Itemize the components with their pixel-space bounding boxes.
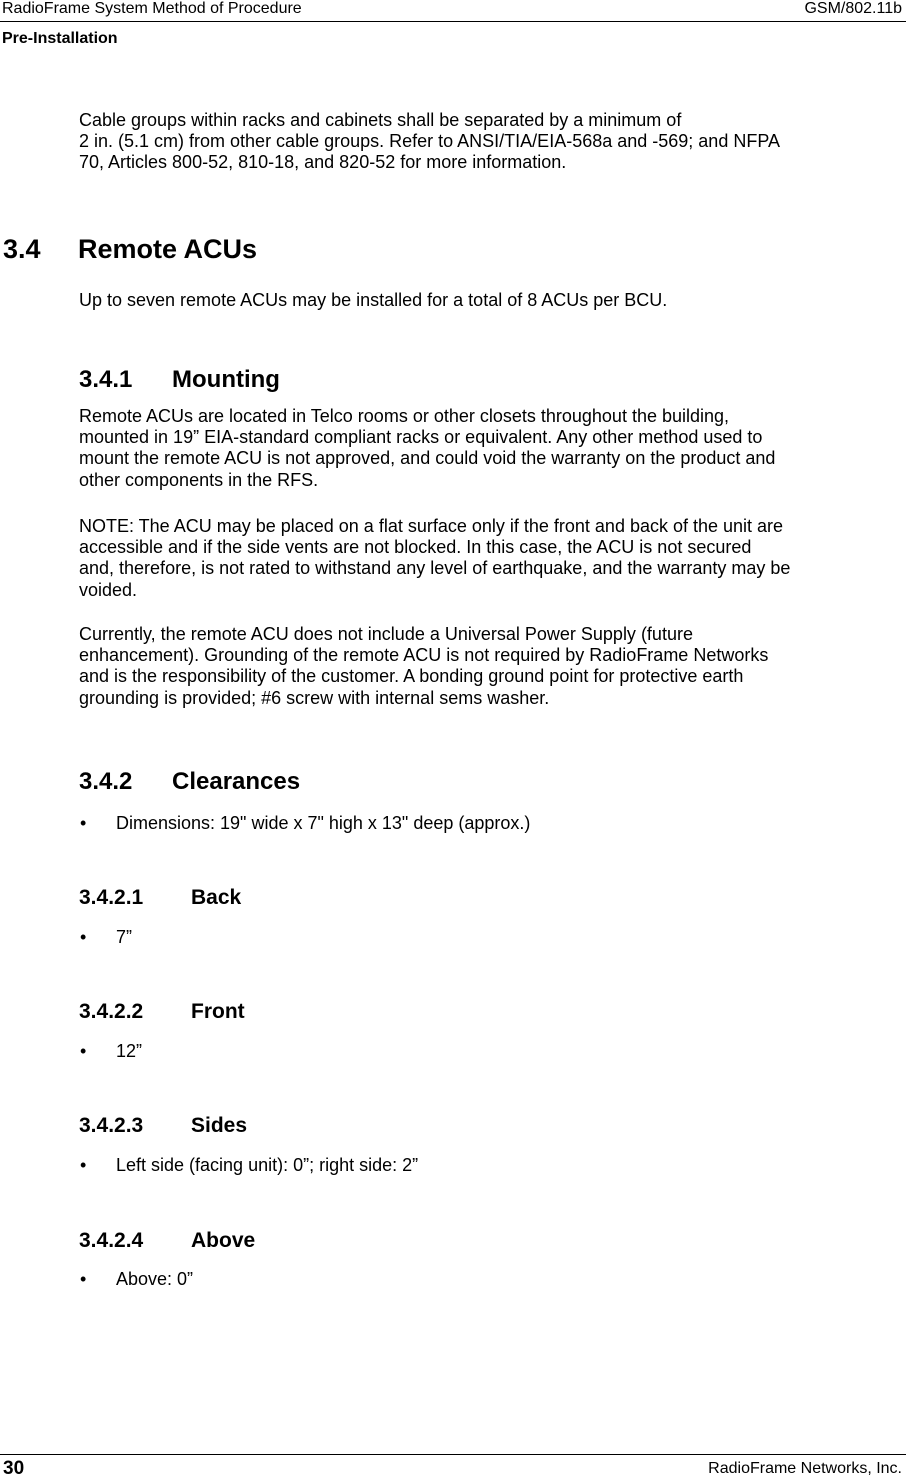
grounding-line: Currently, the remote ACU does not include a Universal Power Supply (future bbox=[79, 624, 693, 644]
front-clearance: 12” bbox=[116, 1041, 143, 1061]
footer-rule bbox=[0, 1454, 906, 1455]
grounding-line: enhancement). Grounding of the remote ACU is not required by RadioFrame Networks bbox=[79, 645, 769, 666]
header-section-label: Pre-Installation bbox=[2, 30, 118, 47]
note-line: accessible and if the side vents are not blocked. In this case, the ACU is not secured bbox=[79, 537, 752, 558]
intro-line: Cable groups within racks and cabinets shall be separated by a minimum of bbox=[79, 110, 682, 130]
bullet-icon: • bbox=[80, 1041, 87, 1061]
mounting-line: mount the remote ACU is not approved, and could void the warranty on the product and bbox=[79, 448, 776, 469]
heading-3-4-2-title: Clearances bbox=[172, 768, 301, 795]
heading-3-4-2-2-title: Front bbox=[191, 1000, 245, 1023]
mounting-line: other components in the RFS. bbox=[79, 469, 319, 490]
heading-3-4-2-3-title: Sides bbox=[191, 1114, 248, 1137]
heading-3-4-2-1-title: Back bbox=[191, 886, 242, 909]
heading-3-4-2-number: 3.4.2 bbox=[79, 768, 133, 795]
header-doc-title: RadioFrame System Method of Procedure bbox=[2, 0, 302, 17]
clearances-dimensions: Dimensions: 19" wide x 7" high x 13" deep (approx.) bbox=[116, 813, 531, 833]
intro-line: 2 in. (5.1 cm) from other cable groups. Refer to ANSI/TIA/EIA-568a and -569; and NFPA bbox=[79, 131, 780, 152]
bullet-icon: • bbox=[80, 813, 87, 833]
mounting-paragraph bbox=[79, 406, 775, 491]
grounding-paragraph bbox=[79, 624, 768, 709]
back-clearance: 7” bbox=[116, 927, 133, 947]
bullet-icon: • bbox=[80, 927, 87, 947]
page-number: 30 bbox=[3, 1458, 25, 1479]
sides-clearance: Left side (facing unit): 0”; right side: 2” bbox=[116, 1155, 419, 1175]
heading-3-4-1-number: 3.4.1 bbox=[79, 366, 133, 393]
header-rule bbox=[0, 21, 906, 22]
heading-3-4-2-4-title: Above bbox=[191, 1229, 256, 1252]
mounting-line: Remote ACUs are located in Telco rooms or other closets throughout the building, bbox=[79, 406, 730, 426]
mounting-note bbox=[79, 516, 790, 601]
grounding-line: grounding is provided; #6 screw with internal sems washer. bbox=[79, 687, 550, 708]
header-doc-code: GSM/802.11b bbox=[804, 0, 902, 17]
note-line: NOTE: The ACU may be placed on a flat surface only if the front and back of the unit are bbox=[79, 516, 784, 536]
mounting-line: mounted in 19” EIA-standard compliant racks or equivalent. Any other method used to bbox=[79, 427, 763, 448]
heading-3-4-2-3-number: 3.4.2.3 bbox=[79, 1114, 144, 1137]
intro-paragraph bbox=[79, 110, 780, 174]
heading-3-4-2-4-number: 3.4.2.4 bbox=[79, 1229, 144, 1252]
grounding-line: and is the responsibility of the customer. A bonding ground point for protective earth bbox=[79, 666, 744, 687]
heading-3-4-title: Remote ACUs bbox=[78, 234, 258, 264]
heading-3-4-2-1-number: 3.4.2.1 bbox=[79, 886, 144, 909]
note-line: voided. bbox=[79, 579, 138, 600]
section-3-4-text: Up to seven remote ACUs may be installed for a total of 8 ACUs per BCU. bbox=[79, 290, 668, 310]
footer-company: RadioFrame Networks, Inc. bbox=[708, 1460, 902, 1477]
heading-3-4-1-title: Mounting bbox=[172, 366, 280, 393]
note-line: and, therefore, is not rated to withstand any level of earthquake, and the warranty may be bbox=[79, 558, 791, 579]
heading-3-4-number: 3.4 bbox=[3, 234, 41, 264]
bullet-icon: • bbox=[80, 1269, 87, 1289]
heading-3-4-2-2-number: 3.4.2.2 bbox=[79, 1000, 144, 1023]
intro-line: 70, Articles 800-52, 810-18, and 820-52 for more information. bbox=[79, 152, 567, 173]
bullet-icon: • bbox=[80, 1155, 87, 1175]
above-clearance: Above: 0” bbox=[116, 1269, 194, 1289]
